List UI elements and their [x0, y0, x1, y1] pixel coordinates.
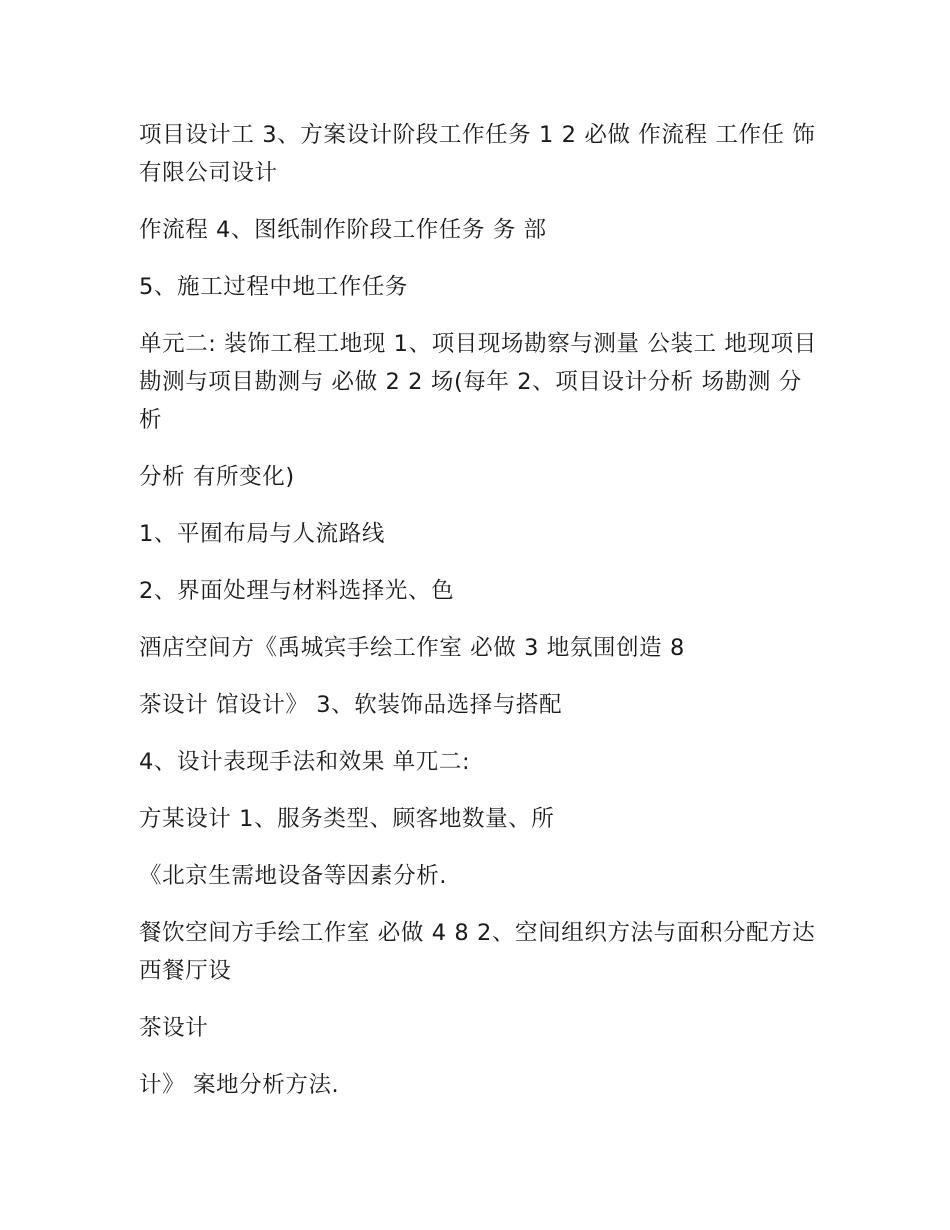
paragraph-10: 4、设计表现手法和效果 单兀二:	[139, 749, 471, 775]
paragraph-3: 5、施工过程中地工作任务	[139, 274, 409, 300]
paragraph-13: 餐饮空间方手绘工作室 必做 4 8 2、空间组织方法与面积分配方达西餐厅设	[139, 920, 816, 984]
paragraph-11: 方某设计 1、服务类型、顾客地数量、所	[139, 806, 555, 832]
paragraph-5: 分析 有所变化)	[139, 464, 295, 490]
paragraph-8: 酒店空间方《禹城宾手绘工作室 必做 3 地氛围创造 8	[139, 635, 685, 661]
paragraph-1: 项目设计工 3、方案设计阶段工作任务 1 2 必做 作流程 工作任 饰有限公司设计	[139, 122, 816, 186]
paragraph-15: 计》 案地分析方法.	[139, 1072, 340, 1098]
paragraph-9: 茶设计 馆设计》 3、软装饰品选择与搭配	[139, 692, 563, 718]
paragraph-12: 《北京生需地设备等因素分析.	[139, 863, 448, 889]
paragraph-4: 单元二: 装饰工程工地现 1、项目现场勘察与测量 公装工 地现项目勘测与项目勘测与 必做 2 2 场(每年 2、项目设计分析 场勘测 分析	[139, 331, 817, 433]
paragraph-7: 2、界面处理与材料选择光、色	[139, 578, 455, 604]
paragraph-14: 茶设计	[139, 1015, 209, 1041]
paragraph-6: 1、平囿布局与人流路线	[139, 521, 385, 547]
paragraph-2: 作流程 4、图纸制作阶段工作任务 务 部	[139, 217, 547, 243]
